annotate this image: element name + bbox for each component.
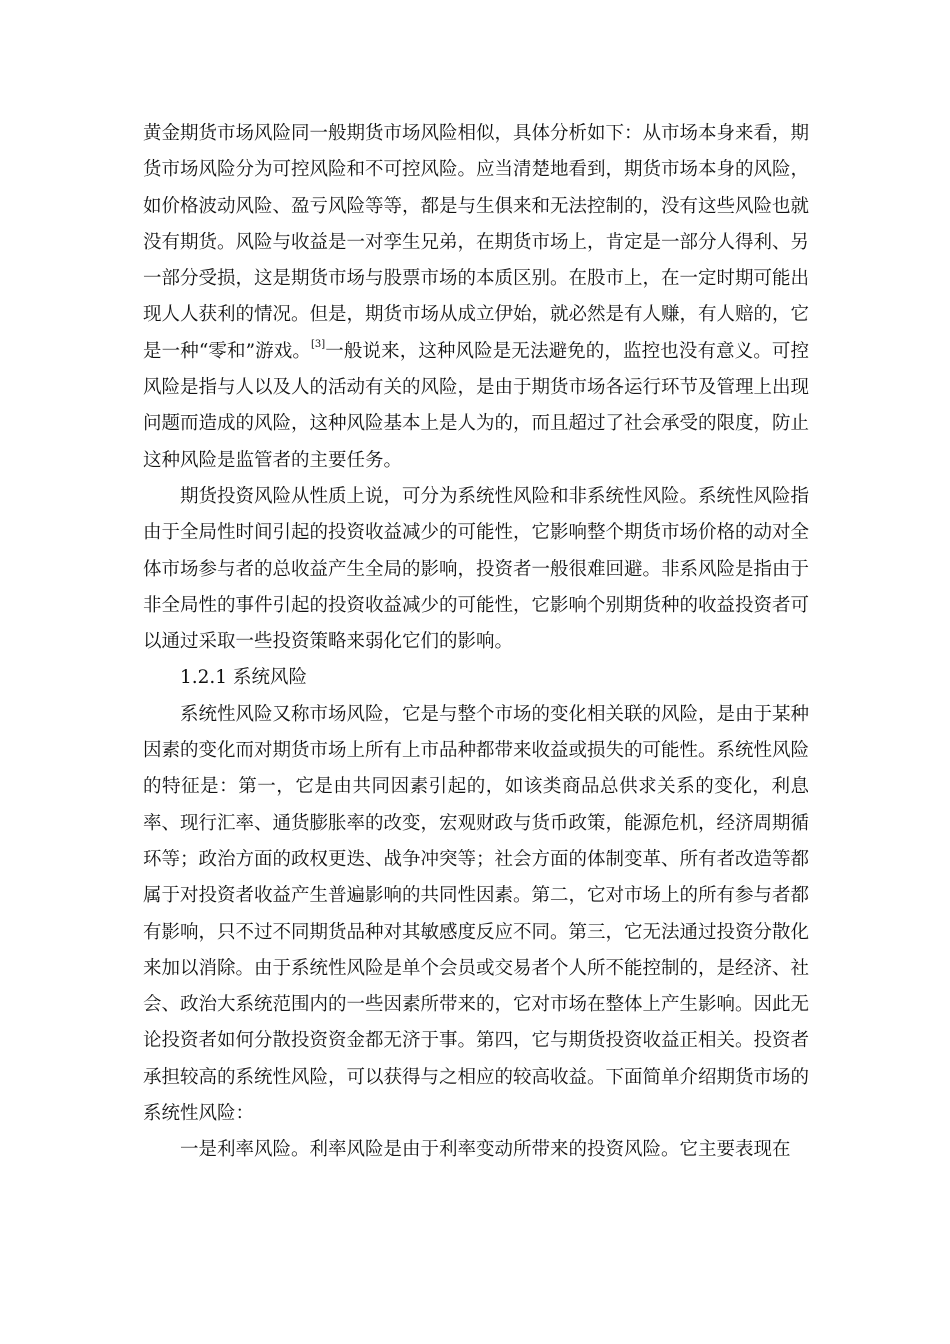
paragraph-risk-types: 期货投资风险从性质上说，可分为系统性风险和非系统性风险。系统性风险指由于全局性时间引起的投资收益减少的可能性，它影响整个期货市场价格的动对全体市场参与者的总收益产生全局的影响，投资者一般很难回避。非系风险是指由于非全局性的事件引起的投资收益减少的可能性，它影响个别期货种的收益投资者可以通过采取一些投资策略来弱化它们的影响。	[143, 485, 810, 653]
paragraph-market-risk	[143, 116, 809, 479]
citation-ref: [3]	[311, 338, 326, 350]
paragraph-text: 黄金期货市场风险同一般期货市场风险相似，具体分析如下：从市场本身来看，期货市场风险分为可控风险和不可控风险。应当清楚地看到，期货市场本身的风险，如价格波动风险、盈亏风险等等，都是与生俱来和无法控制的，没有这些风险也就没有期货。风险与收益是一对孪生兄弟，在期货市场上，肯定是一部分人得利、另一部分受损，这是期货市场与股票市场的本质区别。在股市上，在一定时期可能出现人人获利的情况。但是，期货市场从成立伊始，就必然是有人赚，有人赔的，它是一种“零和”游戏。	[143, 123, 810, 362]
paragraph-systematic-risk: 系统性风险又称市场风险，它是与整个市场的变化相关联的风险，是由于某种因素的变化而对期货市场上所有上市品种都带来收益或损失的可能性。系统性风险的特征是：第一，它是由共同因素引起的，如该类商品总供求关系的变化，利息率、现行汇率、通货膨胀率的改变，宏观财政与货币政策，能源危机，经济周期循环等；政治方面的政权更迭、战争冲突等；社会方面的体制变革、所有者改造等都属于对投资者收益产生普遍影响的共同性因素。第二，它对市场上的所有参与者都有影响，只不过不同期货品种对其敏感度反应不同。第三，它无法通过投资分散化来加以消除。由于系统性风险是单个会员或交易者个人所不能控制的，是经济、社会、政治大系统范围内的一些因素所带来的，它对市场在整体上产生影响。因此无论投资者如何分散投资资金都无济于事。第四，它与期货投资收益正相关。投资者承担较高的系统性风险，可以获得与之相应的较高收益。下面简单介绍期货市场的系统性风险：	[143, 703, 810, 1125]
paragraph-interest-rate-risk: 一是利率风险。利率风险是由于利率变动所带来的投资风险。它主要表现在	[180, 1139, 791, 1161]
document-body	[143, 116, 809, 1169]
section-heading: 1.2.1 系统风险	[180, 667, 307, 689]
paragraph-text: 一般说来，这种风险是无法避免的，监控也没有意义。可控风险是指与人以及人的活动有关的风险，是由于期货市场各运行环节及管理上出现问题而造成的风险，这种风险基本上是人为的，而且超过了社会承受的限度，防止这种风险是监管者的主要任务。	[143, 340, 810, 471]
